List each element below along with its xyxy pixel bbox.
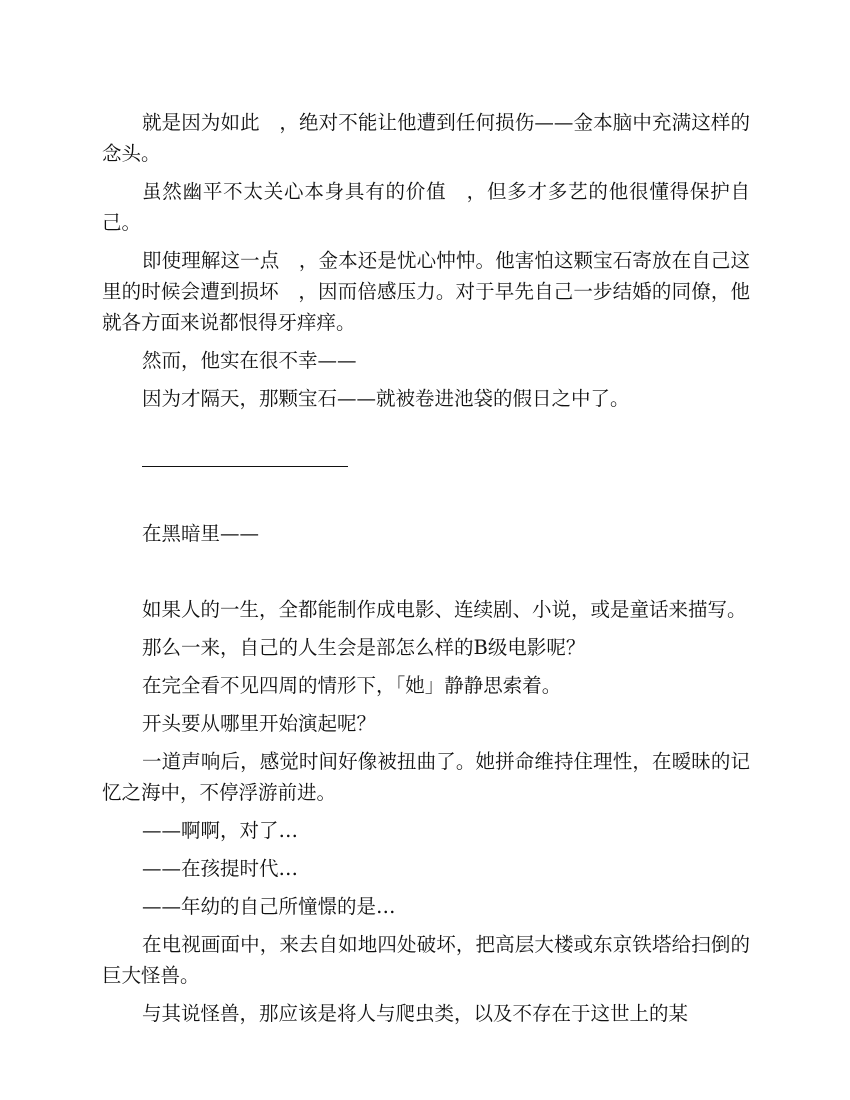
paragraph: 一道声响后，感觉时间好像被扭曲了。她拼命维持住理性，在暧昧的记忆之海中，不停浮游前进。 — [102, 750, 750, 804]
paragraph: 在完全看不见四周的情形下，「她」静静思索着。 — [142, 674, 562, 697]
paragraph: 与其说怪兽，那应该是将人与爬虫类，以及不存在于这世上的某 — [142, 1002, 689, 1025]
paragraph: 虽然幽平不太关心本身具有的价值 ，但多才多艺的他很懂得保护自己。 — [102, 180, 750, 234]
paragraph: ——在孩提时代… — [142, 857, 299, 880]
paragraph: 即使理解这一点 ，金本还是忧心忡忡。他害怕这颗宝石寄放在自己这里的时候会遭到损坏 ，因而倍感压力。对于早先自己一步结婚的同僚，他就各方面来说都恨得牙痒痒。 — [102, 249, 750, 334]
paragraph: 那么一来，自己的人生会是部怎么样的B级电影呢？ — [142, 636, 586, 659]
paragraph: 因为才隔天，那颗宝石——就被卷进池袋的假日之中了。 — [142, 387, 630, 410]
paragraph: ——啊啊，对了… — [142, 819, 299, 842]
section-heading: 在黑暗里—— — [142, 522, 260, 545]
paragraph: ——年幼的自己所憧憬的是… — [142, 895, 396, 918]
paragraph: 如果人的一生，全都能制作成电影、连续剧、小说，或是童话来描写。 — [142, 598, 747, 621]
section-divider — [142, 453, 750, 484]
paragraph: 开头要从哪里开始演起呢？ — [142, 712, 377, 735]
paragraph: 在电视画面中，来去自如地四处破坏，把高层大楼或东京铁塔给扫倒的巨大怪兽。 — [102, 933, 750, 987]
document-page — [102, 107, 750, 1036]
paragraph: 然而，他实在很不幸—— — [142, 349, 357, 372]
paragraph: 就是因为如此 ，绝对不能让他遭到任何损伤——金本脑中充满这样的念头。 — [102, 111, 750, 165]
